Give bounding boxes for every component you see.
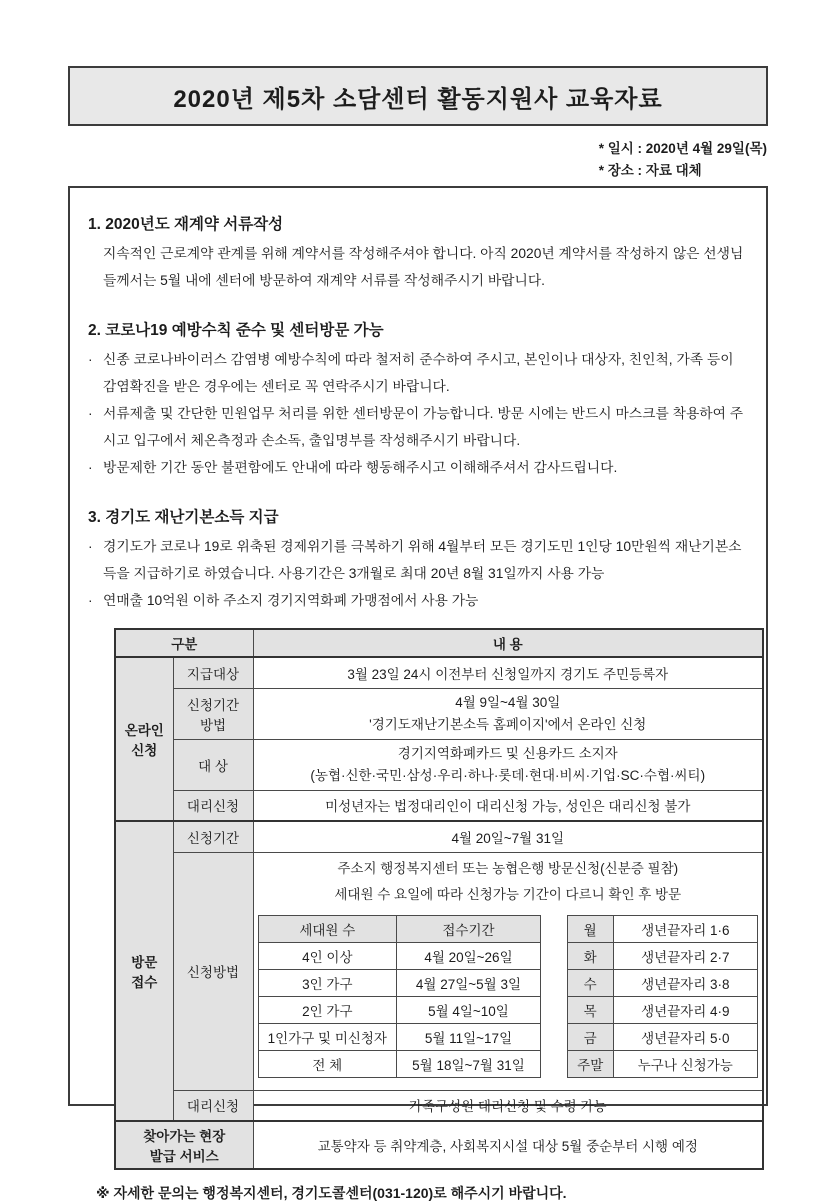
row-content	[253, 688, 763, 739]
period-cell: 4월 20일~26일	[397, 942, 541, 969]
row-label: 지급대상	[173, 657, 253, 688]
content-line: (농협·신한·국민·삼성·우리·하나·롯데·현대·비씨·기업·SC·수협·씨티)	[310, 767, 706, 783]
bullet-text: 방문제한 기간 동안 불편함에도 안내에 따라 행동해주시고 이해해주셔서 감사드립니다.	[103, 460, 618, 475]
bullet-text: 서류제출 및 간단한 민원업무 처리를 위한 센터방문이 가능합니다. 방문 시에는 반드시 마스크를 착용하여 주시고 입구에서 체온측정과 손소독, 출입명부를 작성해주시기 바랍니다.	[103, 406, 744, 448]
table-row	[115, 657, 763, 688]
header-division: 구분	[115, 629, 253, 657]
group-outreach: 찾아가는 현장 발급 서비스	[115, 1121, 253, 1169]
meta-date: * 일시 : 2020년 4월 29일(목)	[598, 141, 767, 156]
table-row	[115, 821, 763, 852]
list-item	[88, 587, 746, 614]
row-content: 가족구성원 대리신청 및 수령 가능	[253, 1090, 763, 1121]
income-info-table	[114, 628, 764, 1170]
household-cell: 4인 이상	[258, 942, 397, 969]
section-1-body: 지속적인 근로계약 관계를 위해 계약서를 작성해주셔야 합니다. 아직 2020년 계약서를 작성하지 않은 선생님들께서는 5월 내에 센터에 방문하여 재계약 서류를 작성해주시기 바랍니다.	[103, 246, 744, 288]
row-content-method	[253, 852, 763, 1090]
content-box	[68, 186, 768, 1201]
period-header: 접수기간	[397, 915, 541, 942]
meta-place: * 장소 : 자료 대체	[598, 163, 702, 178]
table-row	[115, 1121, 763, 1169]
table-row	[567, 942, 757, 969]
row-content	[253, 739, 763, 790]
table-row	[567, 996, 757, 1023]
bullet-icon: ·	[88, 539, 93, 554]
row-label: 신청방법	[173, 852, 253, 1090]
table-row	[115, 1090, 763, 1121]
row-label: 신청기간	[173, 821, 253, 852]
content-line: 경기지역화폐카드 및 신용카드 소지자	[397, 745, 618, 761]
day-cell: 월	[567, 915, 613, 942]
day-cell: 수	[567, 969, 613, 996]
household-header: 세대원 수	[258, 915, 397, 942]
weekday-schedule-table	[567, 915, 758, 1078]
row-content: 미성년자는 법정대리인이 대리신청 가능, 성인은 대리신청 불가	[253, 790, 763, 821]
table-row	[115, 739, 763, 790]
row-label: 대 상	[173, 739, 253, 790]
day-rule-cell: 생년끝자리 5·0	[613, 1023, 757, 1050]
section-3-heading: 3. 경기도 재난기본소득 지급	[88, 509, 279, 526]
table-header-row	[258, 915, 540, 942]
section-2-bullets	[88, 346, 746, 481]
period-cell: 5월 11일~17일	[397, 1023, 541, 1050]
household-cell: 3인 가구	[258, 969, 397, 996]
group-visit: 방문 접수	[115, 821, 173, 1121]
bullet-text: 경기도가 코로나 19로 위축된 경제위기를 극복하기 위해 4월부터 모든 경기도민 1인당 10만원씩 재난기본소득을 지급하기로 하였습니다. 사용기간은 3개월로 최대 20년 8월 31일까지 사용 가능	[103, 539, 742, 581]
table-row	[567, 915, 757, 942]
bullet-text: 연매출 10억원 이하 주소지 경기지역화폐 가맹점에서 사용 가능	[103, 593, 479, 608]
page-title: 2020년 제5차 소담센터 활동지원사 교육자료	[173, 85, 663, 113]
household-cell: 1인가구 및 미신청자	[258, 1023, 397, 1050]
row-content: 4월 20일~7월 31일	[253, 821, 763, 852]
content-line: 주소지 행정복지센터 또는 농협은행 방문신청(신분증 필참)	[337, 860, 679, 876]
table-row	[567, 1050, 757, 1077]
day-cell: 화	[567, 942, 613, 969]
group-online: 온라인 신청	[115, 657, 173, 821]
period-cell: 5월 4일~10일	[397, 996, 541, 1023]
table-row	[258, 942, 540, 969]
table-row	[115, 688, 763, 739]
row-label: 대리신청	[173, 1090, 253, 1121]
day-rule-cell: 생년끝자리 2·7	[613, 942, 757, 969]
table-header-row	[115, 629, 763, 657]
bullet-icon: ·	[88, 406, 93, 421]
day-rule-cell: 생년끝자리 4·9	[613, 996, 757, 1023]
table-row	[115, 852, 763, 1090]
section-3-bullets	[88, 533, 746, 614]
content-line: 세대원 수 요일에 따라 신청가능 기간이 다르니 확인 후 방문	[334, 886, 682, 902]
day-cell: 주말	[567, 1050, 613, 1077]
content-line: 4월 9일~4월 30일	[455, 694, 561, 710]
table-row	[258, 1050, 540, 1077]
bullet-icon: ·	[88, 460, 93, 475]
inner-tables	[258, 915, 759, 1078]
title-box	[68, 66, 768, 126]
day-rule-cell: 생년끝자리 1·6	[613, 915, 757, 942]
table-row	[567, 969, 757, 996]
row-label: 대리신청	[173, 790, 253, 821]
content-line: '경기도재난기본소득 홈페이지'에서 온라인 신청	[369, 716, 647, 732]
household-cell: 2인 가구	[258, 996, 397, 1023]
period-cell: 4월 27일~5월 3일	[397, 969, 541, 996]
table-row	[258, 1023, 540, 1050]
section-1-heading: 1. 2020년도 재계약 서류작성	[88, 216, 284, 233]
day-rule-cell: 생년끝자리 3·8	[613, 969, 757, 996]
meta-block	[599, 138, 767, 182]
row-content: 3월 23일 24시 이전부터 신청일까지 경기도 주민등록자	[253, 657, 763, 688]
day-cell: 목	[567, 996, 613, 1023]
period-cell: 5월 18일~7월 31일	[397, 1050, 541, 1077]
day-cell: 금	[567, 1023, 613, 1050]
table-row	[258, 996, 540, 1023]
day-rule-cell: 누구나 신청가능	[613, 1050, 757, 1077]
table-row	[567, 1023, 757, 1050]
bullet-text: 신종 코로나바이러스 감염병 예방수칙에 따라 철저히 준수하여 주시고, 본인이나 대상자, 친인척, 가족 등이 감염확진을 받은 경우에는 센터로 꼭 연락주시기 바랍니다.	[103, 352, 734, 394]
list-item	[88, 400, 746, 454]
household-cell: 전 체	[258, 1050, 397, 1077]
list-item	[88, 454, 746, 481]
footer-note: ※ 자세한 문의는 행정복지센터, 경기도콜센터(031-120)로 해주시기 바랍니다.	[96, 1185, 567, 1201]
household-schedule-table	[258, 915, 541, 1078]
table-row	[115, 790, 763, 821]
table-row	[258, 969, 540, 996]
section-2-heading: 2. 코로나19 예방수칙 준수 및 센터방문 가능	[88, 322, 384, 339]
bullet-icon: ·	[88, 352, 93, 367]
bullet-icon: ·	[88, 593, 93, 608]
header-content: 내 용	[253, 629, 763, 657]
row-content: 교통약자 등 취약계층, 사회복지시설 대상 5월 중순부터 시행 예정	[253, 1121, 763, 1169]
list-item	[88, 533, 746, 587]
list-item	[88, 346, 746, 400]
row-label: 신청기간 방법	[173, 688, 253, 739]
